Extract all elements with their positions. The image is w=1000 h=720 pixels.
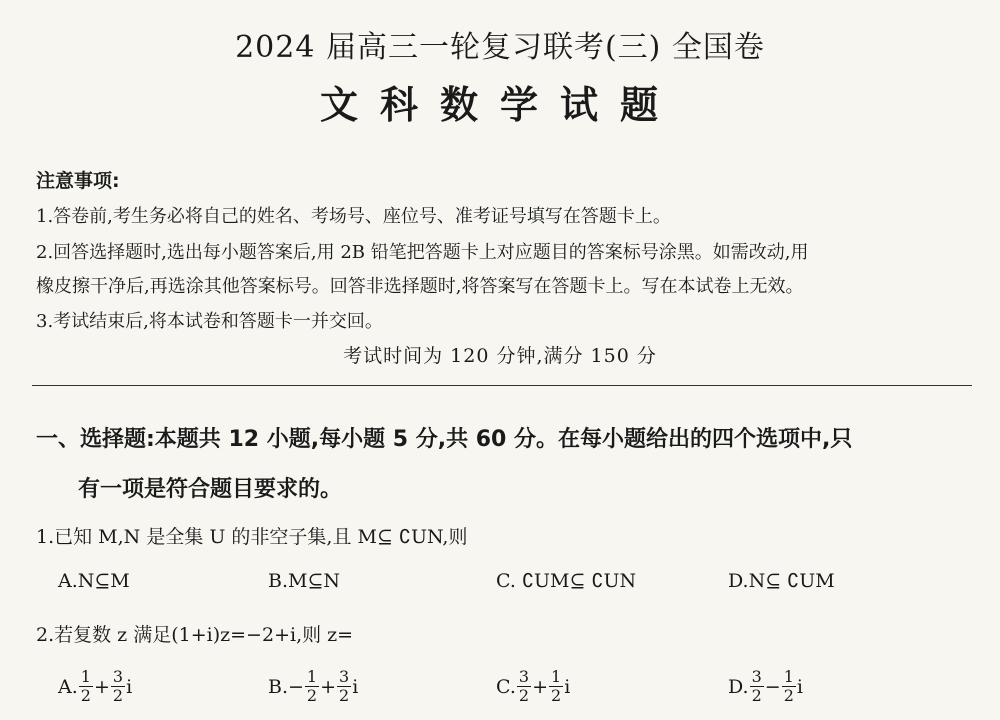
denominator: 2 <box>339 686 350 706</box>
question-1-option-a: A.N⊆M <box>58 570 130 592</box>
section-heading-line-1: 一、选择题:本题共 12 小题,每小题 5 分,共 60 分。在每小题给出的四个选项中,只 <box>36 427 853 452</box>
question-1-option-b: B.M⊆N <box>268 570 341 592</box>
imaginary-unit: i <box>796 675 803 698</box>
question-2-option-c <box>496 668 570 706</box>
notice-item-2-line-2: 橡皮擦干净后,再选涂其他答案标号。回答非选择题时,将答案写在答题卡上。写在本试卷上无效。 <box>36 276 804 297</box>
numerator: 3 <box>112 667 124 686</box>
fraction <box>79 668 93 706</box>
notice-item-3: 3.考试结束后,将本试卷和答题卡一并交回。 <box>36 311 383 332</box>
question-2-stem: 2.若复数 z 满足(1+i)z=−2+i,则 z= <box>36 624 354 646</box>
imaginary-unit: i <box>126 675 133 698</box>
operator: + <box>532 675 549 698</box>
question-2-option-d <box>728 668 803 706</box>
fraction <box>782 668 796 706</box>
subject-title: 文科数学试题 <box>319 83 680 127</box>
section-divider <box>32 385 972 386</box>
exam-time-note: 考试时间为 120 分钟,满分 150 分 <box>343 345 657 367</box>
question-2-option-b <box>268 668 358 706</box>
notice-item-1: 1.答卷前,考生务必将自己的姓名、考场号、座位号、准考证号填写在答题卡上。 <box>36 206 671 227</box>
option-prefix: D. <box>728 675 749 698</box>
option-prefix: C. <box>496 675 516 698</box>
notice-heading: 注意事项: <box>36 170 120 192</box>
notice-item-2-line-1: 2.回答选择题时,选出每小题答案后,用 2B 铅笔把答题卡上对应题目的答案标号涂黑。如需改动,用 <box>36 242 809 263</box>
question-1-stem: 1.已知 M,N 是全集 U 的非空子集,且 M⊆ ∁UN,则 <box>36 526 468 548</box>
operator: + <box>93 675 110 698</box>
fraction <box>305 668 319 706</box>
denominator: 2 <box>751 686 762 706</box>
operator: − <box>764 675 781 698</box>
numerator: 1 <box>783 667 794 686</box>
question-2-option-a <box>58 668 132 706</box>
fraction <box>517 668 531 706</box>
numerator: 1 <box>306 667 318 686</box>
numerator: 3 <box>339 667 350 686</box>
denominator: 2 <box>80 686 91 706</box>
operator: + <box>320 675 337 698</box>
denominator: 2 <box>306 686 318 706</box>
exam-title: 2024 届高三一轮复习联考(三) 全国卷 <box>235 30 765 65</box>
option-prefix: A. <box>58 675 78 698</box>
fraction <box>337 668 351 706</box>
denominator: 2 <box>551 686 562 706</box>
question-1-option-c: C. ∁UM⊆ ∁UN <box>496 570 637 592</box>
fraction <box>549 668 563 706</box>
numerator: 3 <box>751 667 762 686</box>
denominator: 2 <box>518 686 530 706</box>
denominator: 2 <box>112 686 124 706</box>
imaginary-unit: i <box>352 675 359 698</box>
option-prefix: B.− <box>268 675 304 698</box>
fraction <box>750 668 764 706</box>
question-1-option-d: D.N⊆ ∁UM <box>728 570 835 592</box>
numerator: 3 <box>518 667 530 686</box>
imaginary-unit: i <box>564 675 571 698</box>
section-heading-line-2: 有一项是符合题目要求的。 <box>78 477 343 502</box>
denominator: 2 <box>783 686 794 706</box>
numerator: 1 <box>551 667 562 686</box>
fraction <box>111 668 125 706</box>
numerator: 1 <box>80 667 91 686</box>
